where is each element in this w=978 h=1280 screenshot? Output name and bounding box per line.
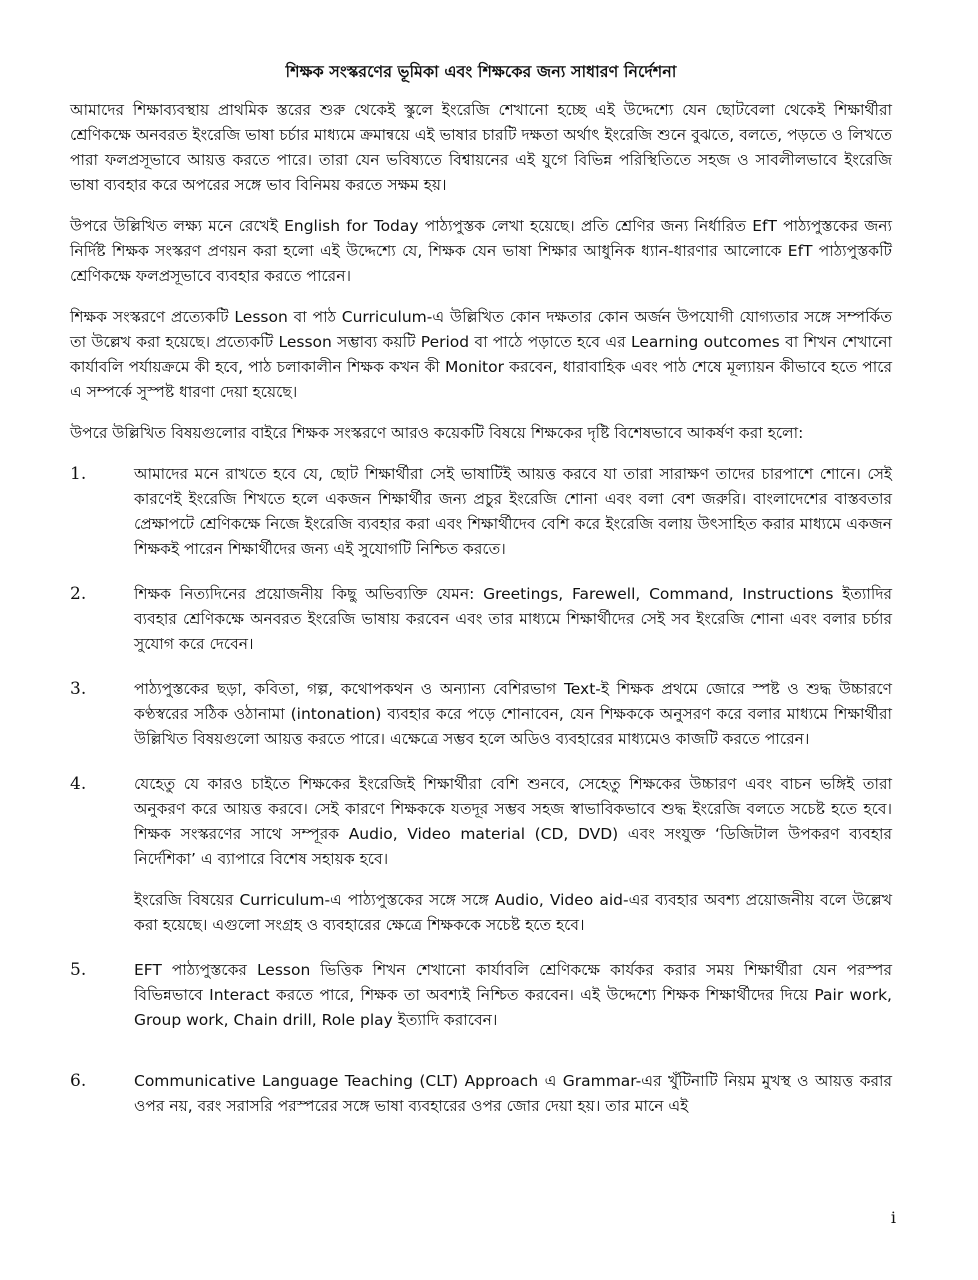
list-item — [70, 677, 892, 752]
list-item — [70, 462, 892, 562]
list-item-number: 6. — [70, 1071, 87, 1091]
list-item-body — [134, 958, 892, 1033]
list-item-number: 5. — [70, 960, 87, 980]
list-item — [70, 772, 892, 938]
list-item — [70, 582, 892, 657]
list-item-body — [134, 677, 892, 752]
list-item-body — [134, 462, 892, 562]
page-title: শিক্ষক সংস্করণের ভূমিকা এবং শিক্ষকের জন্য সাধারণ নির্দেশনা — [285, 62, 677, 81]
list-item-text: আমাদের মনে রাখতে হবে যে, ছোট শিক্ষার্থীরা সেই ভাষাটিই আয়ত্ত করবে যা তারা সারাক্ষণ তাদের চারপাশে শোনে। সেই কারণেই ইংরেজি শিখতে হলে একজন শিক্ষার্থীর জন্য প্রচুর ইংরেজি শোনা এবং বলা বেশ জরুরি। বাংলাদেশের বাস্তবতার প্রেক্ষাপটে শ্রেণিকক্ষে নিজে ইংরেজি ব্যবহার করা এবং শিক্ষার্থীদেব বেশি করে ইংরেজি বলায় উৎসাহিত করার মাধ্যমে একজন শিক্ষকই পারেন শিক্ষার্থীদের জন্য এই সুযোগটি নিশ্চিত করতে। — [134, 465, 892, 558]
list-item-number: 4. — [70, 774, 87, 794]
list-item — [70, 1069, 892, 1119]
intro-paragraph-2: উপরে উল্লিখিত লক্ষ্য মনে রেখেই English for Today পাঠ্যপুস্তক লেখা হয়েছে। প্রতি শ্রেণির জন্য নির্ধারিত EfT পাঠ্যপুস্তকের জন্য নির্দিষ্ট শিক্ষক সংস্করণ প্রণয়ন করা হলো এই উদ্দেশ্যে যে, শিক্ষক যেন ভাষা শিক্ষার আধুনিক ধ্যান-ধারণার আলোকে EfT পাঠ্যপুস্তকটি শ্রেণিকক্ষে ফলপ্রসূভাবে ব্যবহার করতে পারেন। — [70, 217, 892, 285]
list-item-text: শিক্ষক নিত্যদিনের প্রয়োজনীয় কিছু অভিব্যক্তি যেমন: Greetings, Farewell, Command, Instructions ইত্যাদির ব্যবহার শ্রেণিকক্ষে অনবরত ইংরেজি ভাষায় করবেন এবং তার মাধ্যমে শিক্ষার্থীদের সেই সব ইংরেজি শোনা এবং বলার চর্চার সুযোগ করে দেবেন। — [134, 585, 892, 653]
list-item-body — [134, 582, 892, 657]
list-item-text: EFT পাঠ্যপুস্তকের Lesson ভিত্তিক শিখন শেখানো কার্যাবলি শ্রেণিকক্ষে কার্যকর করার সময় শিক্ষার্থীরা যেন পরস্পর বিভিন্নভাবে Interact করতে পারে, শিক্ষক তা অবশ্যই নিশ্চিত করবেন। এই উদ্দেশ্যে শিক্ষক শিক্ষার্থীদের দিয়ে Pair work, Group work, Chain drill, Role play ইত্যাদি করাবেন। — [134, 961, 892, 1029]
intro-paragraph-4: উপরে উল্লিখিত বিষয়গুলোর বাইরে শিক্ষক সংস্করণে আরও কয়েকটি বিষয়ে শিক্ষকের দৃষ্টি বিশেষভাবে আকর্ষণ করা হলো: — [70, 424, 804, 442]
document-page — [70, 60, 892, 1139]
page-number: i — [890, 1208, 896, 1227]
list-item-text: যেহেতু যে কারও চাইতে শিক্ষকের ইংরেজিই শিক্ষার্থীরা বেশি শুনবে, সেহেতু শিক্ষকের উচ্চারণ এবং বাচন ভঙ্গিই তারা অনুকরণ করে আয়ত্ত করবে। সেই কারণে শিক্ষককে যতদূর সম্ভব সহজ স্বাভাবিকভাবে শুদ্ধ ইংরেজি বলতে সচেষ্ট হতে হবে। শিক্ষক সংস্করণের সাথে সম্পূরক Audio, Video material (CD, DVD) এবং সংযুক্ত ‘ডিজিটাল উপকরণ ব্যবহার নির্দেশিকা’ এ ব্যাপারে বিশেষ সহায়ক হবে। — [134, 775, 892, 868]
list-item-number: 3. — [70, 679, 87, 699]
list-item-text: পাঠ্যপুস্তকের ছড়া, কবিতা, গল্প, কথোপকথন ও অন্যান্য বেশিরভাগ Text-ই শিক্ষক প্রথমে জোরে স্পষ্ট ও শুদ্ধ উচ্চারণে কণ্ঠস্বরের সঠিক ওঠানামা (intonation) ব্যবহার করে পড়ে শোনাবেন, যেন শিক্ষককে অনুসরণ করে বলার মাধ্যমে শিক্ষার্থীরা উল্লিখিত বিষয়গুলো আয়ত্ত করতে পারে। এক্ষেত্রে সম্ভব হলে অডিও ব্যবহারের মাধ্যমেও কাজটি করতে পারেন। — [134, 680, 892, 748]
list-item — [70, 958, 892, 1033]
guideline-list — [70, 462, 892, 1119]
list-item-body — [134, 1069, 892, 1119]
list-item-number: 2. — [70, 584, 87, 604]
intro-paragraph-1: আমাদের শিক্ষাব্যবস্থায় প্রাথমিক স্তরের শুরু থেকেই স্কুলে ইংরেজি শেখানো হচ্ছে এই উদ্দেশ্যে যেন ছোটবেলা থেকেই শিক্ষার্থীরা শ্রেণিকক্ষে অনবরত ইংরেজি ভাষা চর্চার মাধ্যমে ক্রমান্বয়ে এই ভাষার চারটি দক্ষতা অর্থাৎ ইংরেজি শুনে বুঝতে, বলতে, পড়তে ও লিখতে পারা ফলপ্রসূভাবে আয়ত্ত করতে পারে। তারা যেন ভবিষ্যতে বিশ্বায়নের এই যুগে বিভিন্ন পরিস্থিতিতে সহজ ও সাবলীলভাবে ইংরেজি ভাষা ব্যবহার করে অপরের সঙ্গে ভাব বিনিময় করতে সক্ষম হয়। — [70, 101, 892, 194]
intro-paragraph-3: শিক্ষক সংস্করণে প্রত্যেকটি Lesson বা পাঠ Curriculum-এ উল্লিখিত কোন দক্ষতার কোন অর্জন উপযোগী যোগ্যতার সঙ্গে সম্পর্কিত তা উল্লেখ করা হয়েছে। প্রত্যেকটি Lesson সম্ভাব্য কয়টি Period বা পাঠে পড়াতে হবে এর Learning outcomes বা শিখন শেখানো কার্যাবলি পর্যায়ক্রমে কী হবে, পাঠ চলাকালীন শিক্ষক কখন কী Monitor করবেন, ধারাবাহিক এবং পাঠ শেষে মূল্যায়ন কীভাবে হতে পারে এ সম্পর্কে সুস্পষ্ট ধারণা দেয়া হয়েছে। — [70, 308, 892, 401]
list-item-body — [134, 772, 892, 938]
list-item-text: Communicative Language Teaching (CLT) Approach এ Grammar-এর খুঁটিনাটি নিয়ম মুখস্থ ও আয়ত্ত করার ওপর নয়, বরং সরাসরি পরস্পরের সঙ্গে ভাষা ব্যবহারের ওপর জোর দেয়া হয়। তার মানে এই — [134, 1072, 892, 1115]
list-item-number: 1. — [70, 464, 87, 484]
list-item-extra-text: ইংরেজি বিষয়ের Curriculum-এ পাঠ্যপুস্তকের সঙ্গে সঙ্গে Audio, Video aid-এর ব্যবহার অবশ্য প্রয়োজনীয় বলে উল্লেখ করা হয়েছে। এগুলো সংগ্রহ ও ব্যবহারের ক্ষেত্রে শিক্ষককে সচেষ্ট হতে হবে। — [134, 891, 892, 934]
